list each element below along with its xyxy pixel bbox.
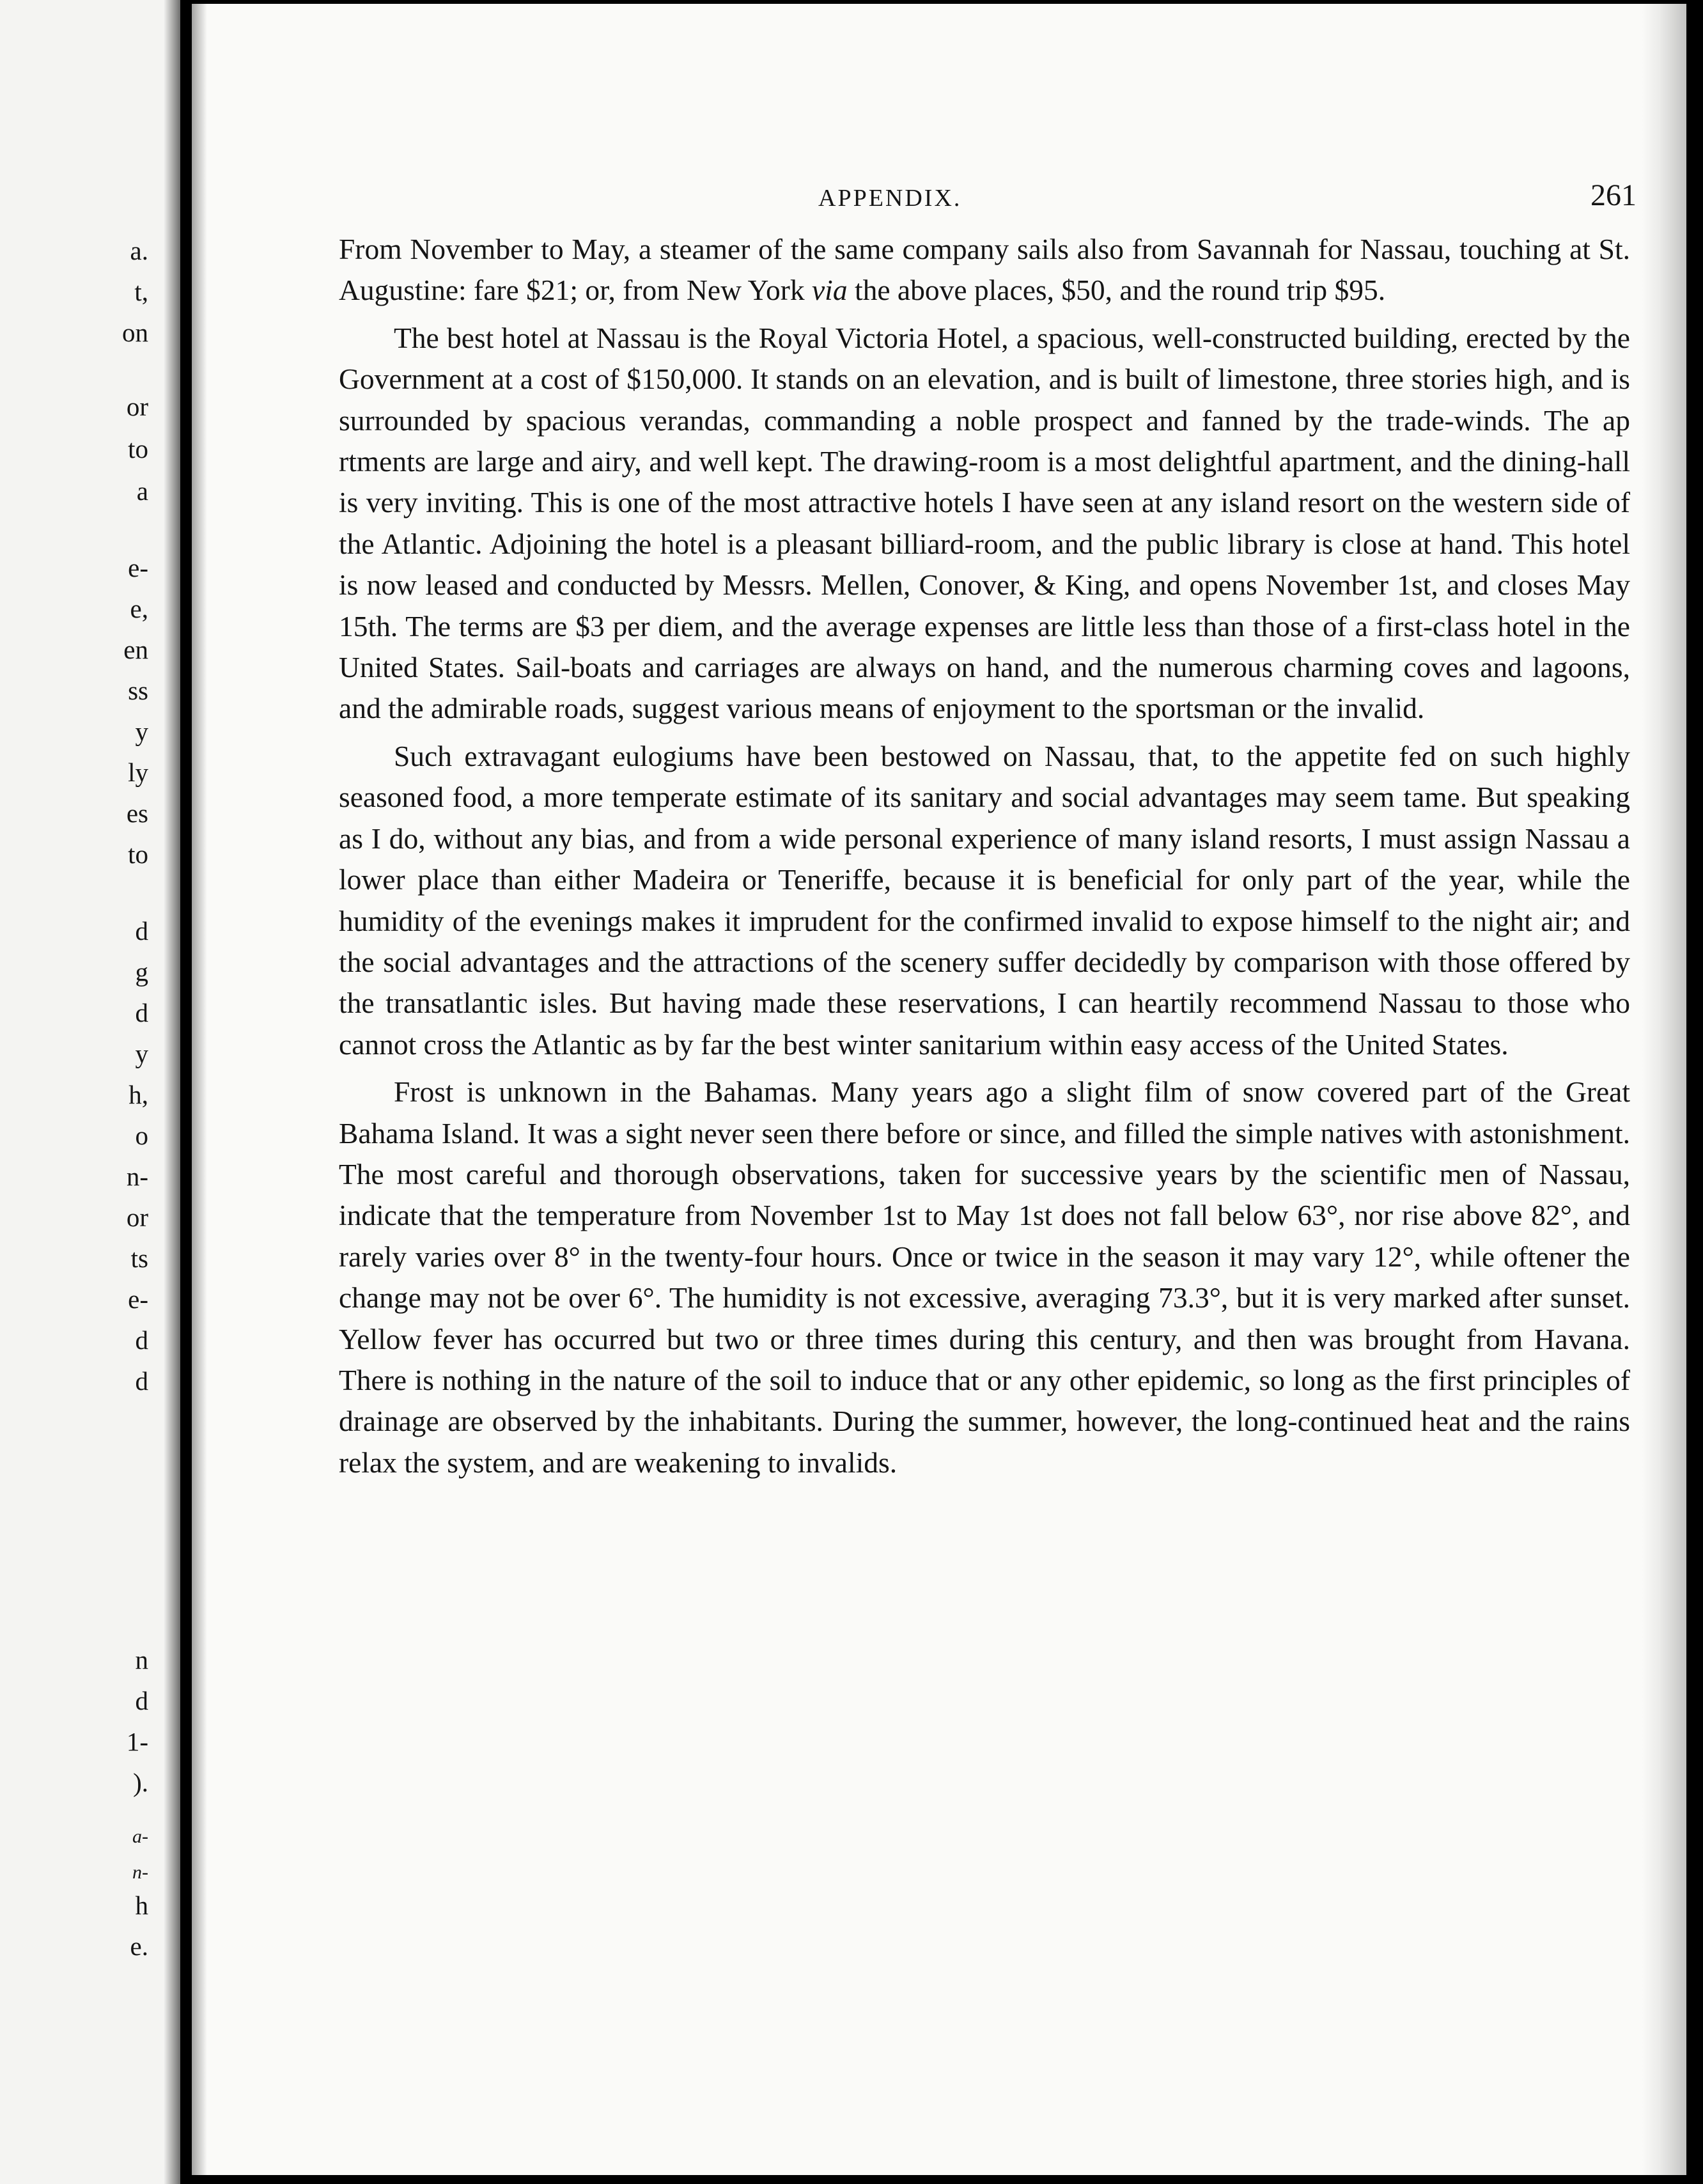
line-tail: n-: [126, 1162, 148, 1191]
line-tail: t,: [134, 277, 148, 306]
line-tail: n: [135, 1645, 148, 1674]
page-header: [818, 178, 1637, 222]
footnote-tail: a-: [132, 1826, 148, 1847]
line-tail: o: [135, 1121, 148, 1150]
line-tail: d: [135, 1325, 148, 1355]
line-tail: a: [136, 476, 148, 506]
line-tail: to: [128, 839, 148, 869]
paragraph: The best hotel at Nassau is the Royal Victoria Hotel, a spacious, well-constructed building, erected by the Government at a cost of $150,000. It stands on an elevation, and is built of limestone, three stories high, and is surrounded by spacious verandas, commanding a noble prospect and fanned by the trade-winds. The ap rtments are large and airy, and well kept. The drawing-room is a most delightful apartment, and the dining-hall is very inviting. This is one of the most attractive hotels I have seen at any island resort on the western side of the Atlantic. Adjoining the hotel is a pleasant billiard-room, and the public library is close at hand. This hotel is now leased and conducted by Messrs. Mellen, Conover, & King, and opens November 1st, and closes May 15th. The terms are $3 per diem, and the average expenses are little less than those of a first-class hotel in the United States. Sail-boats and carriages are always on hand, and the numerous charming coves and lagoons, and the admirable roads, suggest various means of enjoyment to the sportsman or the invalid.: [339, 321, 1630, 725]
gutter-shadow: [164, 0, 180, 2184]
line-tail: ts: [130, 1244, 148, 1273]
line-tail: d: [135, 1686, 148, 1715]
line-tail: d: [135, 998, 148, 1027]
line-tail: en: [123, 635, 148, 664]
line-tail: on: [122, 318, 148, 347]
paragraph: From November to May, a steamer of the same company sails also from Savannah for Nassau, touching at St. Augustine: fare $21; or, from New York via the above places, $50, and the round trip $95.: [339, 233, 1630, 307]
line-tail: or: [126, 1203, 148, 1232]
running-head: APPENDIX.: [818, 185, 962, 212]
line-tail: y: [135, 717, 148, 746]
line-tail: to: [128, 434, 148, 464]
line-tail: y: [135, 1039, 148, 1068]
line-tail: e.: [130, 1931, 148, 1961]
line-tail: h,: [128, 1080, 148, 1109]
paragraph: Frost is unknown in the Bahamas. Many years ago a slight film of snow covered part of the Great Bahama Island. It was a sight never seen there before or since, and filled the simple natives with astonishment. The most careful and thorough observations, taken for successive years by the scientific men of Nassau, indicate that the temperature from November 1st to May 1st does not fall below 63°, nor rise above 82°, and rarely varies over 8° in the twenty-four hours. Once or twice in the season it may vary 12°, while oftener the change may not be over 6°. The humidity is not excessive, averaging 73.3°, but it is very marked after sunset. Yellow fever has occurred but two or three times during this century, and then was brought from Havana. There is nothing in the nature of the soil to induce that or any other epidemic, so long as the first principles of drainage are observed by the inhabitants. During the summer, however, the long-continued heat and the rains relax the system, and are weakening to invalids.: [339, 1075, 1630, 1479]
line-tail: g: [135, 957, 148, 987]
page-number: 261: [1590, 178, 1637, 212]
line-tail: a.: [130, 236, 148, 265]
line-tail: 1-: [126, 1727, 148, 1756]
line-tail: e,: [130, 594, 148, 623]
body-text: [339, 229, 1630, 1483]
line-tail: ss: [128, 676, 148, 705]
line-tail: ly: [128, 758, 148, 787]
line-tail: d: [135, 1366, 148, 1396]
line-tail: e-: [128, 1284, 148, 1314]
book-page: [192, 4, 1686, 2175]
line-tail: d: [135, 916, 148, 946]
line-tail: h: [135, 1891, 148, 1920]
line-tail: es: [126, 799, 148, 828]
line-tail: ).: [133, 1768, 148, 1797]
paragraph: Such extravagant eulogiums have been bestowed on Nassau, that, to the appetite fed on such highly seasoned food, a more temperate estimate of its sanitary and social advantages may seem tame. But speaking as I do, without any bias, and from a wide personal experience of many island resorts, I must assign Nassau a lower place than either Madeira or Teneriffe, because it is beneficial for only part of the year, while the humidity of the evenings makes it imprudent for the confirmed invalid to expose himself to the night air; and the social advantages and the attractions of the scenery suffer decidedly by comparison with those offered by the transatlantic isles. But having made these reservations, I can heartily recommend Nassau to those who cannot cross the Atlantic as by far the best winter sanitarium within easy access of the United States.: [339, 739, 1630, 1061]
footnote-tail: n-: [132, 1862, 148, 1883]
gutter-shadow: [192, 4, 207, 2175]
line-tail: e-: [128, 553, 148, 582]
page-edge-shade: [1642, 4, 1686, 2175]
facing-page-fragment: [0, 0, 180, 2184]
line-tail: or: [126, 392, 148, 421]
